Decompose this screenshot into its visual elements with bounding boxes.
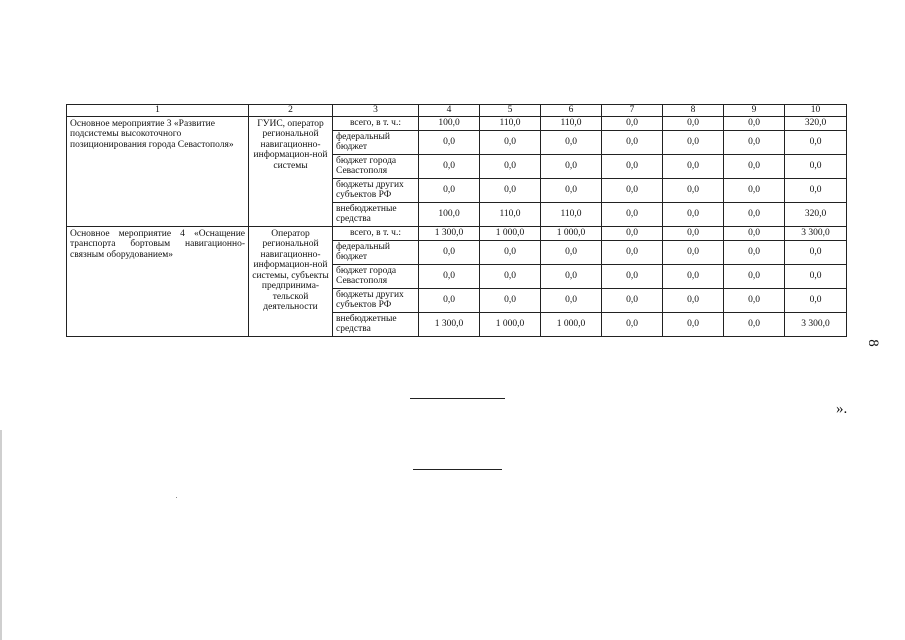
value-cell: 1 000,0 — [480, 312, 541, 336]
value-cell: 1 000,0 — [541, 226, 602, 240]
value-cell: 0,0 — [785, 288, 847, 312]
value-cell: 0,0 — [541, 130, 602, 154]
page-number: 8 — [865, 339, 881, 347]
header-cell: 8 — [663, 105, 724, 117]
separator-line — [410, 398, 505, 399]
value-cell: 110,0 — [480, 202, 541, 226]
value-cell: 0,0 — [724, 226, 785, 240]
value-cell: 0,0 — [724, 288, 785, 312]
value-cell: 0,0 — [541, 264, 602, 288]
value-cell: 0,0 — [663, 154, 724, 178]
activity-name-cell: Основное мероприятие 4 «Оснащение транспорта бортовым навигационно-связным оборудованием» — [67, 226, 249, 336]
value-cell: 3 300,0 — [785, 312, 847, 336]
value-cell: 0,0 — [419, 264, 480, 288]
value-cell: 0,0 — [602, 240, 663, 264]
funding-source-cell: федеральный бюджет — [333, 240, 419, 264]
value-cell: 0,0 — [663, 312, 724, 336]
header-cell: 5 — [480, 105, 541, 117]
value-cell: 0,0 — [419, 154, 480, 178]
value-cell: 0,0 — [663, 226, 724, 240]
value-cell: 0,0 — [602, 312, 663, 336]
closing-quote: ». — [836, 401, 848, 417]
value-cell: 0,0 — [663, 240, 724, 264]
value-cell: 0,0 — [419, 178, 480, 202]
value-cell: 0,0 — [724, 130, 785, 154]
funding-source-cell: всего, в т. ч.: — [333, 226, 419, 240]
value-cell: 0,0 — [663, 116, 724, 130]
value-cell: 1 300,0 — [419, 226, 480, 240]
value-cell: 100,0 — [419, 202, 480, 226]
header-cell: 1 — [67, 105, 249, 117]
value-cell: 0,0 — [541, 240, 602, 264]
header-cell: 10 — [785, 105, 847, 117]
value-cell: 0,0 — [663, 202, 724, 226]
financing-table — [66, 104, 847, 337]
value-cell: 0,0 — [663, 288, 724, 312]
value-cell: 0,0 — [785, 264, 847, 288]
value-cell: 0,0 — [785, 154, 847, 178]
value-cell: 320,0 — [785, 116, 847, 130]
header-cell: 7 — [602, 105, 663, 117]
value-cell: 0,0 — [602, 130, 663, 154]
value-cell: 0,0 — [602, 116, 663, 130]
value-cell: 0,0 — [480, 154, 541, 178]
value-cell: 0,0 — [541, 288, 602, 312]
funding-source-cell: всего, в т. ч.: — [333, 116, 419, 130]
header-cell: 9 — [724, 105, 785, 117]
header-cell: 3 — [333, 105, 419, 117]
value-cell: 1 300,0 — [419, 312, 480, 336]
value-cell: 0,0 — [602, 154, 663, 178]
value-cell: 0,0 — [602, 178, 663, 202]
value-cell: 0,0 — [602, 288, 663, 312]
value-cell: 0,0 — [724, 264, 785, 288]
value-cell: 0,0 — [663, 264, 724, 288]
value-cell: 0,0 — [419, 240, 480, 264]
value-cell: 0,0 — [785, 130, 847, 154]
executor-cell: Оператор региональной навигационно-информацион-ной системы, субъекты предпринима-тельской деятельности — [249, 226, 333, 336]
value-cell: 0,0 — [541, 178, 602, 202]
funding-source-cell: внебюджетные средства — [333, 202, 419, 226]
value-cell: 0,0 — [480, 240, 541, 264]
value-cell: 0,0 — [602, 226, 663, 240]
value-cell: 100,0 — [419, 116, 480, 130]
value-cell: 0,0 — [785, 240, 847, 264]
value-cell: 0,0 — [602, 264, 663, 288]
activity-name-cell: Основное мероприятие 3 «Развитие подсистемы высокоточного позиционирования города Севастополя» — [67, 116, 249, 226]
value-cell: 3 300,0 — [785, 226, 847, 240]
value-cell: 0,0 — [480, 130, 541, 154]
funding-source-cell: бюджет города Севастополя — [333, 264, 419, 288]
header-row — [67, 105, 847, 117]
value-cell: 0,0 — [724, 240, 785, 264]
value-cell: 320,0 — [785, 202, 847, 226]
value-cell: 0,0 — [602, 202, 663, 226]
funding-source-cell: бюджеты других субъектов РФ — [333, 178, 419, 202]
value-cell: 0,0 — [663, 130, 724, 154]
table-row — [67, 226, 847, 240]
value-cell: 0,0 — [419, 130, 480, 154]
funding-source-cell: внебюджетные средства — [333, 312, 419, 336]
value-cell: 110,0 — [541, 116, 602, 130]
value-cell: 0,0 — [724, 178, 785, 202]
value-cell: 110,0 — [541, 202, 602, 226]
header-cell: 4 — [419, 105, 480, 117]
value-cell: 1 000,0 — [541, 312, 602, 336]
separator-line — [413, 469, 502, 470]
value-cell: 0,0 — [724, 154, 785, 178]
executor-cell: ГУИС, оператор региональной навигационно-информацион-ной системы — [249, 116, 333, 226]
value-cell: 0,0 — [724, 116, 785, 130]
funding-source-cell: федеральный бюджет — [333, 130, 419, 154]
value-cell: 0,0 — [785, 178, 847, 202]
header-cell: 6 — [541, 105, 602, 117]
value-cell: 0,0 — [663, 178, 724, 202]
value-cell: 1 000,0 — [480, 226, 541, 240]
value-cell: 0,0 — [724, 202, 785, 226]
value-cell: 0,0 — [480, 178, 541, 202]
value-cell: 0,0 — [419, 288, 480, 312]
funding-source-cell: бюджет города Севастополя — [333, 154, 419, 178]
value-cell: 0,0 — [541, 154, 602, 178]
scan-edge-shadow — [0, 430, 2, 640]
scan-speck — [176, 497, 177, 498]
table-row — [67, 116, 847, 130]
header-cell: 2 — [249, 105, 333, 117]
funding-source-cell: бюджеты других субъектов РФ — [333, 288, 419, 312]
value-cell: 0,0 — [480, 288, 541, 312]
value-cell: 0,0 — [480, 264, 541, 288]
value-cell: 0,0 — [724, 312, 785, 336]
value-cell: 110,0 — [480, 116, 541, 130]
